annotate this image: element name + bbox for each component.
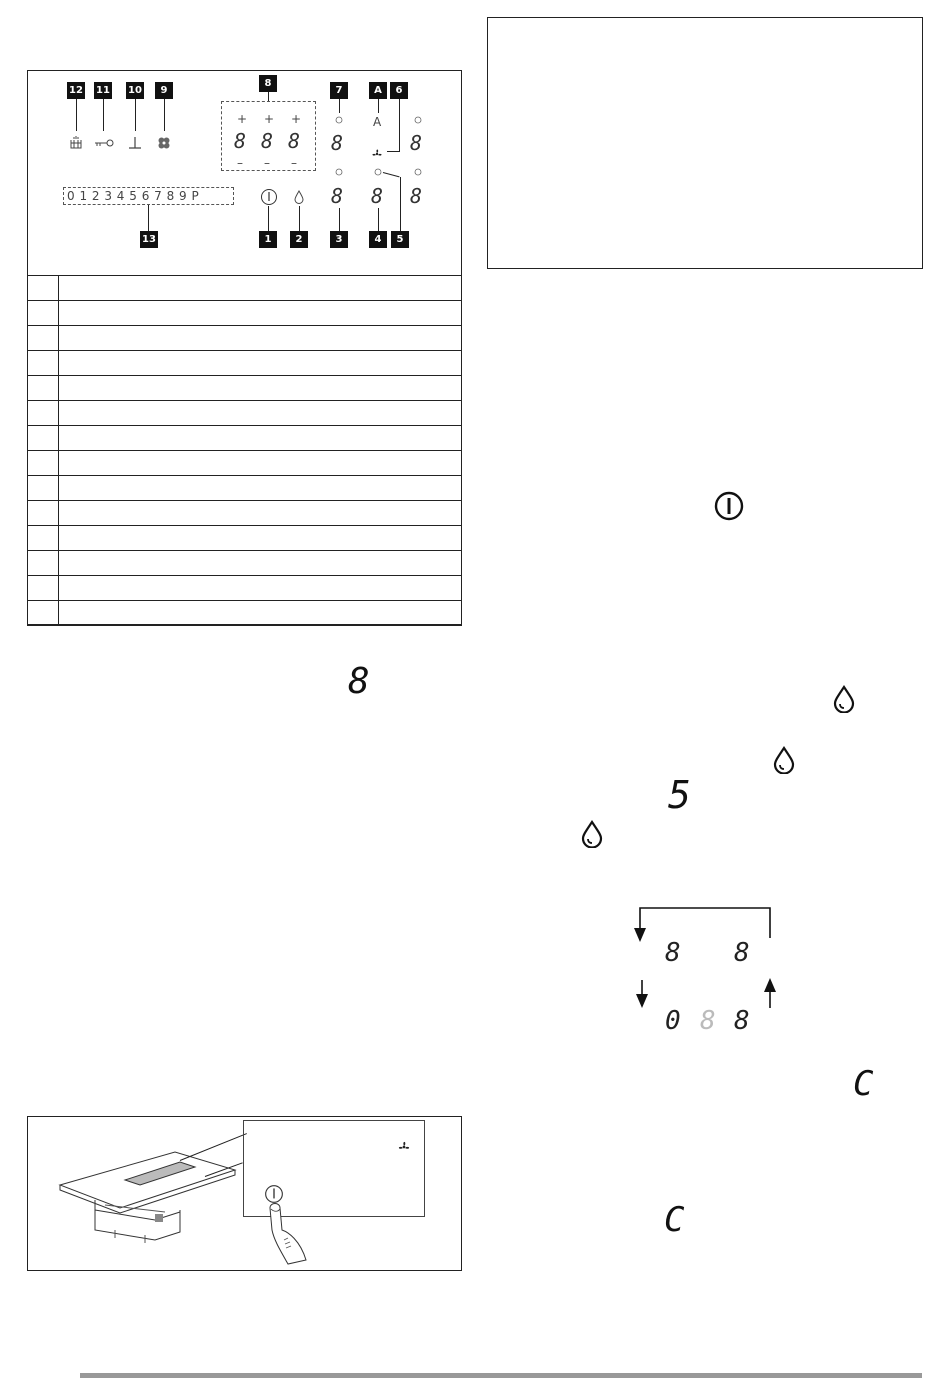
- legend-table: [27, 275, 462, 626]
- badge-8: 8: [259, 75, 277, 92]
- digit-8b: 8: [261, 129, 274, 153]
- auto-letter: A: [373, 115, 382, 129]
- cycle-digit-2: 8: [734, 938, 750, 968]
- leader-2: [299, 206, 300, 232]
- table-row: [28, 301, 462, 326]
- leader-3: [339, 208, 340, 232]
- leader-1: [268, 206, 269, 232]
- timer-icon-3: [335, 168, 343, 176]
- table-row: [28, 376, 462, 401]
- leader-11: [103, 99, 104, 131]
- drop-icon-inline-3: [580, 820, 604, 848]
- leader-10: [135, 99, 136, 131]
- badge-a: A: [369, 82, 387, 99]
- leader-4: [378, 208, 379, 232]
- table-row: [28, 401, 462, 426]
- leader-12: [76, 99, 77, 131]
- badge-5: 5: [391, 231, 409, 248]
- fan-icon-zoom: [395, 1139, 413, 1155]
- inline-digit-c1: C: [853, 1064, 874, 1104]
- table-row: [28, 351, 462, 376]
- digit-r1: 8: [410, 131, 423, 155]
- notice-box: [487, 17, 923, 269]
- timer-icon: [335, 116, 343, 124]
- timer-icon-2: [414, 116, 422, 124]
- stopgo-icon: [157, 136, 171, 150]
- table-row: [28, 426, 462, 451]
- inline-digit-8: 8: [348, 661, 370, 702]
- inline-digit-c2: C: [664, 1200, 685, 1240]
- badge-1: 1: [259, 231, 277, 248]
- timer-icon-4: [374, 168, 382, 176]
- leader-13: [148, 205, 149, 231]
- digit-8a: 8: [234, 129, 247, 153]
- leader-6b: [387, 151, 400, 152]
- digit-7: 8: [331, 131, 344, 155]
- leader-a: [378, 99, 379, 113]
- badge-11: 11: [94, 82, 112, 99]
- leader-7: [339, 99, 340, 113]
- badge-2: 2: [290, 231, 308, 248]
- table-row: [28, 501, 462, 526]
- table-row: [28, 526, 462, 551]
- table-row: [28, 601, 462, 626]
- cycle-digit-1: 8: [665, 938, 681, 968]
- cycle-digit-4-faded: 8: [700, 1006, 716, 1036]
- cycle-digit-5: 8: [734, 1006, 750, 1036]
- warming-icon: [68, 136, 84, 150]
- footer-rule: [80, 1373, 922, 1378]
- inline-digit-5: 5: [668, 773, 691, 817]
- table-row: [28, 576, 462, 601]
- hob-drawing: [55, 1140, 245, 1250]
- plus-2: +: [264, 112, 275, 126]
- leader-9: [164, 99, 165, 131]
- digit-8c: 8: [288, 129, 301, 153]
- cycle-digit-3: 0: [665, 1006, 681, 1036]
- badge-4: 4: [369, 231, 387, 248]
- table-row: [28, 551, 462, 576]
- bridge-icon: [128, 136, 142, 150]
- finger-icon: [266, 1200, 316, 1265]
- drop-icon-inline-2: [772, 746, 796, 774]
- key-icon: [94, 138, 114, 148]
- digit-3: 8: [331, 184, 344, 208]
- power-icon: [260, 188, 278, 206]
- timer-icon-5: [414, 168, 422, 176]
- plus-1: +: [237, 112, 248, 126]
- digit-r2: 8: [410, 184, 423, 208]
- plus-3: +: [291, 112, 302, 126]
- fan-icon: [369, 147, 385, 161]
- badge-3: 3: [330, 231, 348, 248]
- badge-6: 6: [390, 82, 408, 99]
- table-row: [28, 276, 462, 301]
- minus-2: –: [264, 156, 270, 170]
- leader-5b: [400, 177, 401, 231]
- power-scale: 0 1 2 3 4 5 6 7 8 9 P: [63, 187, 234, 205]
- badge-7: 7: [330, 82, 348, 99]
- badge-13: 13: [140, 231, 158, 248]
- cycle-diagram: [625, 900, 785, 1015]
- power-icon-inline: [713, 490, 745, 522]
- table-row: [28, 451, 462, 476]
- drop-icon: [293, 190, 305, 204]
- minus-1: –: [237, 156, 243, 170]
- badge-10: 10: [126, 82, 144, 99]
- table-row: [28, 476, 462, 501]
- badge-9: 9: [155, 82, 173, 99]
- drop-icon-inline-1: [832, 685, 856, 713]
- minus-3: –: [291, 156, 297, 170]
- badge-12: 12: [67, 82, 85, 99]
- digit-4: 8: [371, 184, 384, 208]
- table-row: [28, 326, 462, 351]
- leader-6: [399, 99, 400, 151]
